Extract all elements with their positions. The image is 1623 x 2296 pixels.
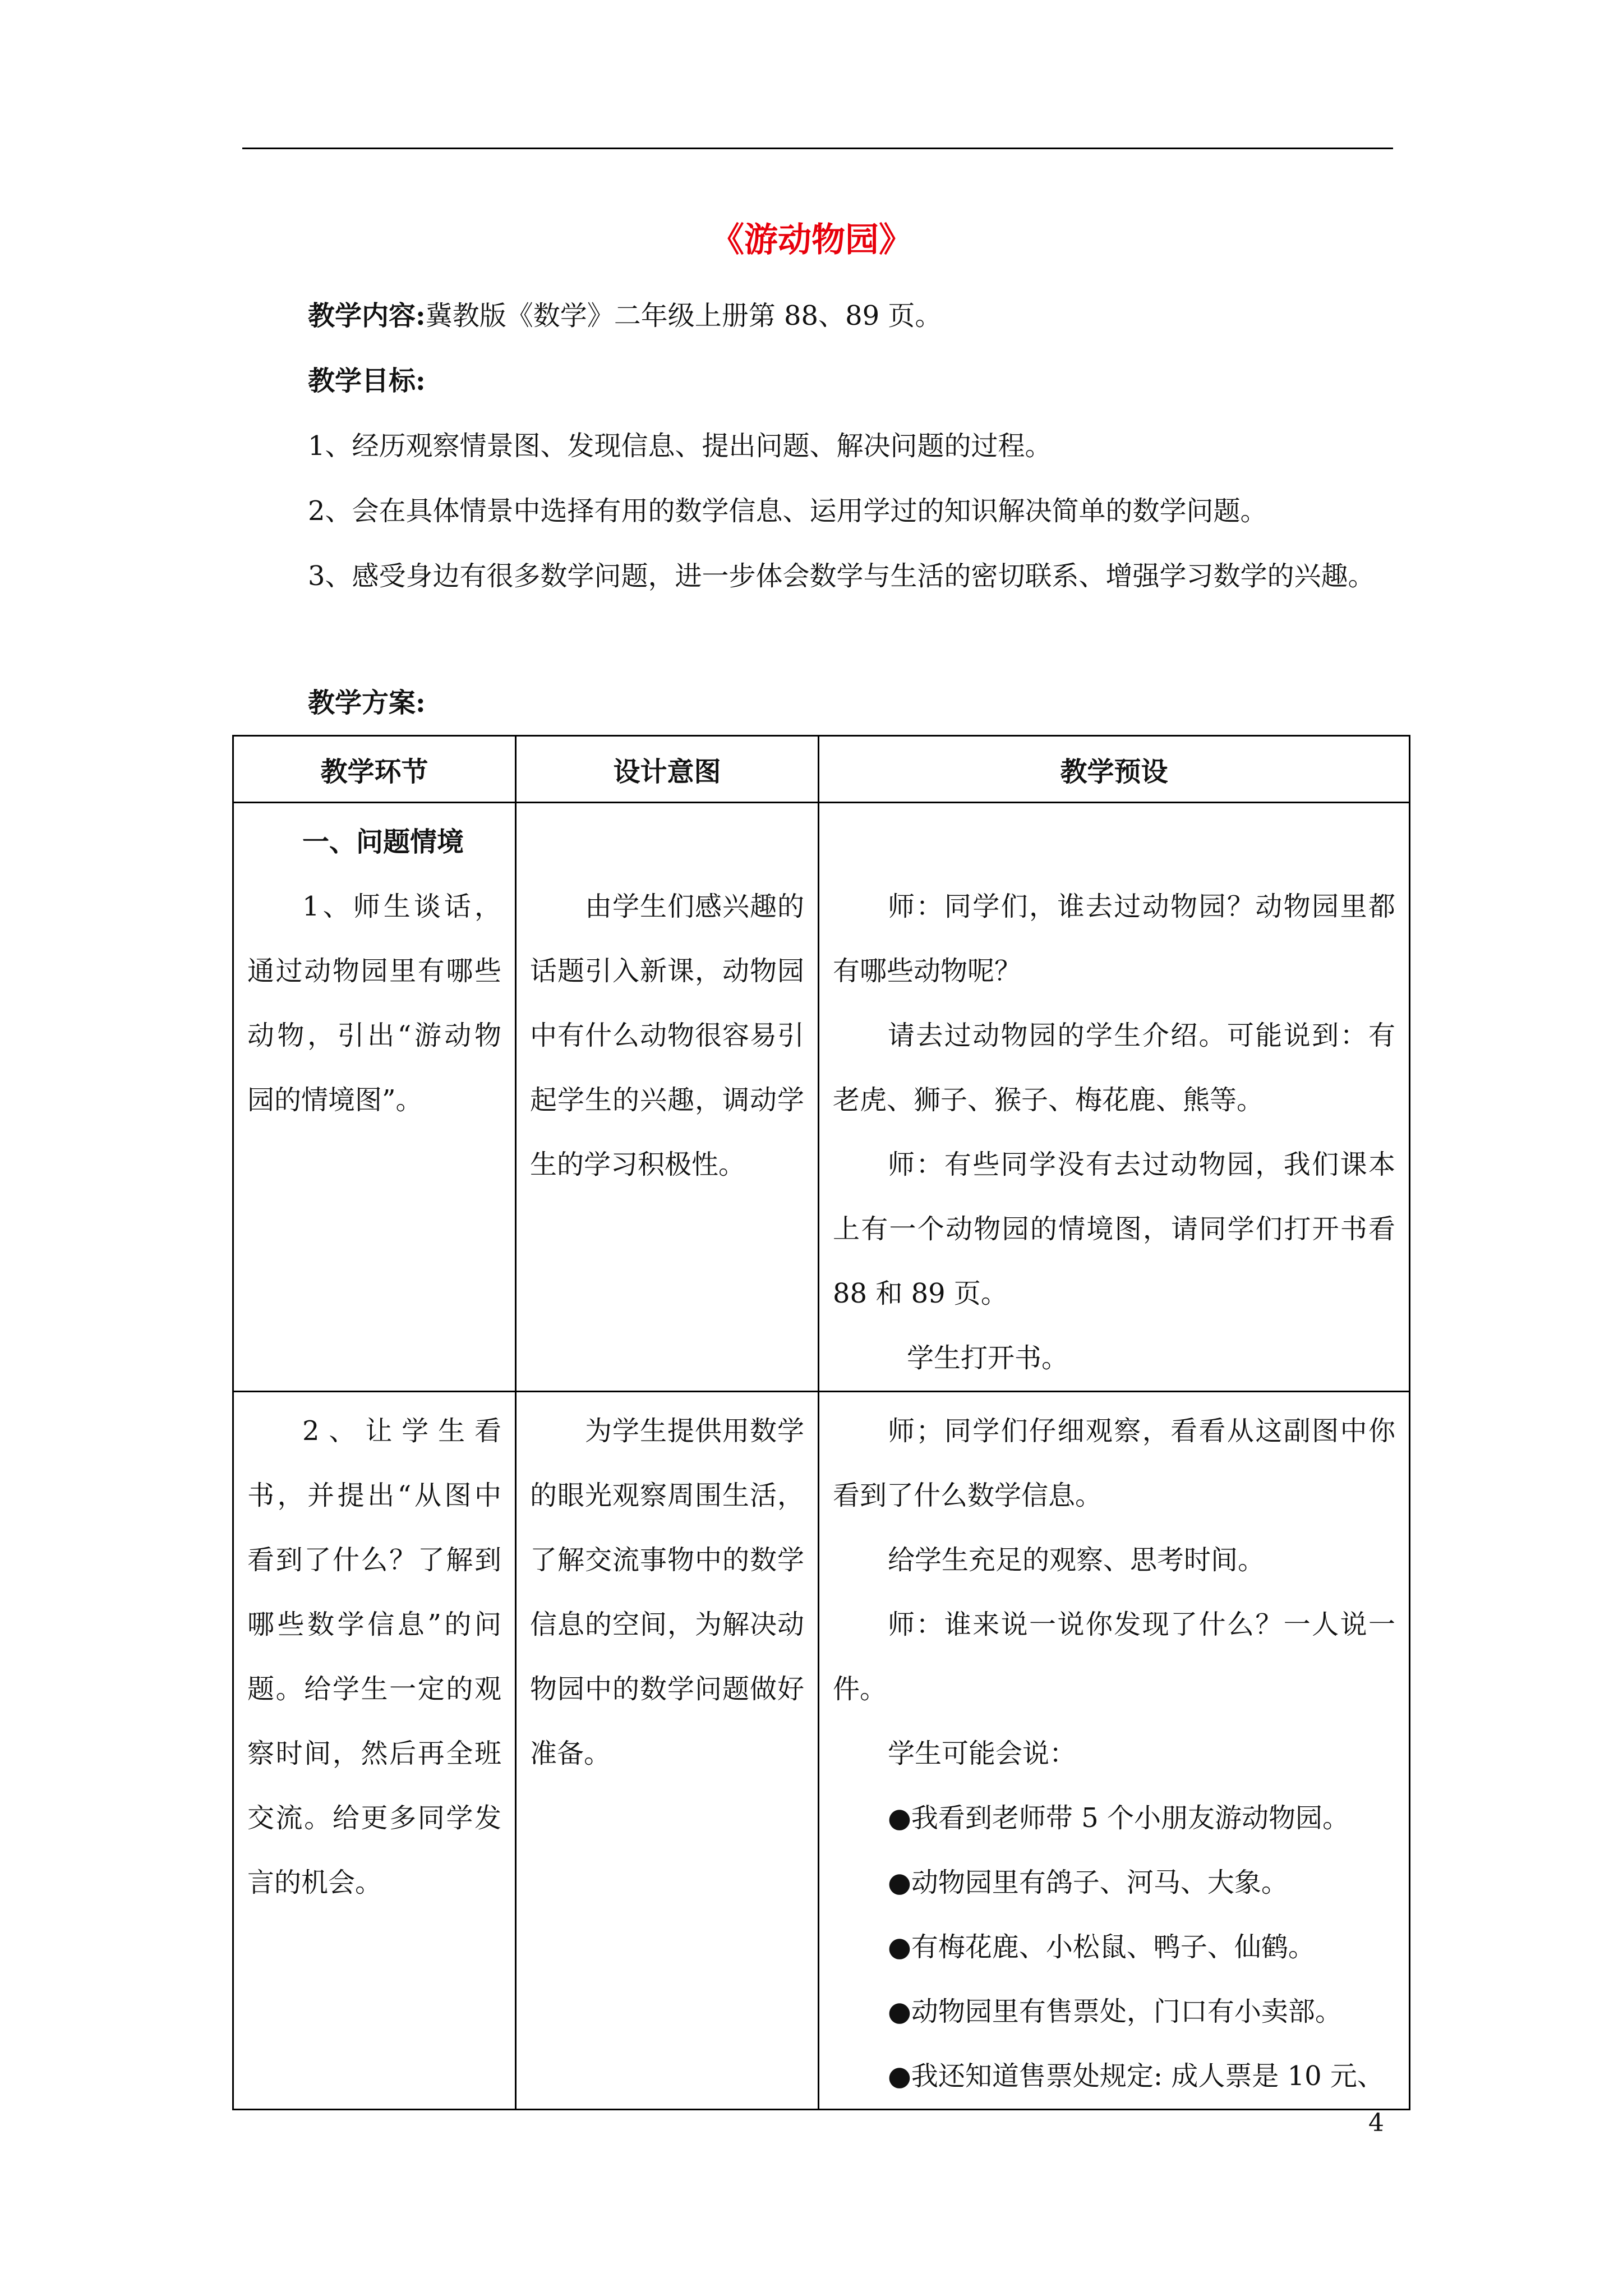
row2-preset-line: ●我看到老师带 5 个小朋友游动物园。	[888, 1802, 1349, 1834]
page-title: 《游动物园》	[711, 220, 912, 260]
row2-preset-line: 师；同学们仔细观察，看看从这副图中你看到了什么数学信息。	[833, 1415, 1395, 1511]
row1-preset-line: 师：同学们，谁去过动物园？动物园里都有哪些动物呢？	[833, 891, 1395, 987]
row1-preset-line: 学生打开书。	[907, 1342, 1069, 1374]
row2-intent-text: 为学生提供用数学的眼光观察周围生活，了解交流事物中的数学信息的空间，为解决动物园中的数学问题做好准备。	[530, 1415, 804, 1769]
row1-preset-line: 师：有些同学没有去过动物园，我们课本上有一个动物园的情境图，请同学们打开书看 88 和 89 页。	[833, 1149, 1395, 1309]
header-stage: 教学环节	[233, 736, 516, 803]
row1-stage-heading: 一、问题情境	[302, 826, 464, 858]
objective-item-3: 3、感受身边有很多数学问题，进一步体会数学与生活的密切联系、增强学习数学的兴趣。	[308, 560, 1375, 592]
row2-preset-line: 师：谁来说一说你发现了什么？一人说一件。	[833, 1609, 1395, 1705]
row1-preset-cell	[819, 803, 1410, 1392]
objectives-label: 教学目标:	[308, 365, 426, 397]
objective-item-1: 1、经历观察情景图、发现信息、提出问题、解决问题的过程。	[308, 430, 1052, 462]
table-row	[233, 803, 1410, 1392]
teaching-content-text: 冀教版《数学》二年级上册第 88、89 页。	[425, 300, 942, 332]
row1-stage-text: 1、师生谈话，通过动物园里有哪些动物，引出“游动物园的情境图”。	[247, 891, 501, 1116]
row1-intent-cell	[516, 803, 819, 1392]
header-intent: 设计意图	[516, 736, 819, 803]
objective-item-2: 2、会在具体情景中选择有用的数学信息、运用学过的知识解决简单的数学问题。	[308, 495, 1267, 527]
row2-stage-cell	[233, 1392, 516, 2110]
row2-preset-line: 给学生充足的观察、思考时间。	[888, 1544, 1265, 1576]
row2-preset-cell	[819, 1392, 1410, 2110]
row2-preset-line: ●我还知道售票处规定: 成人票是 10 元、	[888, 2060, 1384, 2092]
row2-intent-cell	[516, 1392, 819, 2110]
row2-stage-text: 2、让学生看书，并提出“从图中看到了什么？了解到哪些数学信息”的问题。给学生一定的观察时间，然后再全班交流。给更多同学发言的机会。	[247, 1415, 501, 1898]
row1-intent-text: 由学生们感兴趣的话题引入新课，动物园中有什么动物很容易引起学生的兴趣，调动学生的学习积极性。	[530, 891, 804, 1180]
row1-preset-line: 请去过动物园的学生介绍。可能说到：有老虎、狮子、猴子、梅花鹿、熊等。	[833, 1020, 1395, 1116]
table-header-row	[233, 736, 1410, 803]
teaching-content	[242, 283, 1393, 348]
row2-preset-line: ●动物园里有鸽子、河马、大象。	[888, 1867, 1288, 1898]
teaching-content-label: 教学内容:	[308, 300, 426, 332]
table-row	[233, 1392, 1410, 2110]
row1-stage-cell	[233, 803, 516, 1392]
row2-preset-line: 学生可能会说：	[888, 1738, 1077, 1769]
header-preset: 教学预设	[819, 736, 1410, 803]
lesson-plan-table	[232, 735, 1410, 2110]
plan-label: 教学方案:	[308, 687, 426, 719]
row2-preset-line: ●动物园里有售票处，门口有小卖部。	[888, 1996, 1342, 2027]
header-rule	[242, 148, 1393, 149]
page-number: 4	[1368, 2109, 1384, 2137]
row2-preset-line: ●有梅花鹿、小松鼠、鸭子、仙鹤。	[888, 1931, 1315, 1963]
